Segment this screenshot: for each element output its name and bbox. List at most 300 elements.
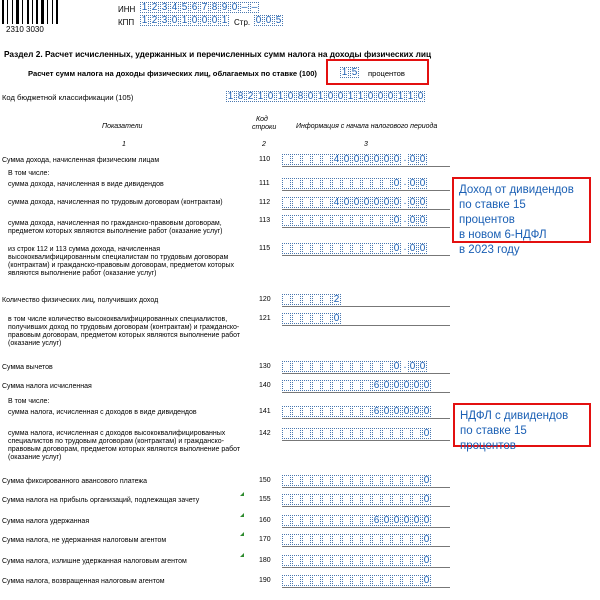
value-cell [322, 361, 331, 372]
decimal-cell: 0 [419, 243, 426, 254]
row-underline [282, 567, 450, 568]
value-cell [282, 215, 291, 226]
row-label: Сумма дохода, начисленная физическим лицам [2, 157, 160, 164]
row-underline [282, 190, 450, 191]
kbk-cell: 2 [247, 91, 254, 102]
value-cell: 0 [403, 380, 410, 391]
value-cell [322, 475, 331, 486]
value-cell [312, 243, 321, 254]
value-cell [332, 361, 341, 372]
value-cell: 4 [333, 197, 340, 208]
kpp-cell: 0 [211, 15, 218, 26]
barcode-bar [41, 0, 44, 24]
value-cell [282, 575, 291, 586]
value-cell [382, 178, 391, 189]
row-value-cells[interactable] [282, 494, 432, 505]
value-cell [362, 534, 371, 545]
barcode-bar [2, 0, 4, 24]
rate-label: Расчет сумм налога на доходы физических лиц, облагаемых по ставке (100) [28, 69, 317, 78]
kpp-cell: 1 [221, 15, 228, 26]
decimal-cell: 0 [409, 154, 416, 165]
value-cell [322, 313, 331, 324]
value-cell [312, 575, 321, 586]
value-cell [412, 475, 421, 486]
row-label: сумма дохода, начисленная по трудовым договорам (контрактам) [8, 199, 223, 206]
barcode-bar [12, 0, 13, 24]
value-cell: 0 [363, 197, 370, 208]
kpp-cell: 2 [151, 15, 158, 26]
value-cell: 0 [343, 154, 350, 165]
value-cell [332, 575, 341, 586]
value-cell [332, 215, 341, 226]
value-cell [352, 555, 361, 566]
value-cell [412, 428, 421, 439]
value-cell [382, 475, 391, 486]
row-code: 180 [259, 557, 271, 564]
row-code: 130 [259, 363, 271, 370]
value-cell [312, 406, 321, 417]
value-cell [412, 575, 421, 586]
value-cell [282, 243, 291, 254]
value-cell: 4 [333, 154, 340, 165]
value-cell [332, 555, 341, 566]
value-cell [392, 494, 401, 505]
kbk-cell: 0 [377, 91, 384, 102]
inn-label: ИНН [118, 5, 136, 14]
value-cell [302, 575, 311, 586]
kbk-cell: 8 [237, 91, 244, 102]
kbk-cell: 1 [257, 91, 264, 102]
value-cell: 0 [373, 197, 380, 208]
value-cell: 0 [383, 197, 390, 208]
kbk-cell: 0 [307, 91, 314, 102]
value-cell [282, 494, 291, 505]
value-cell [302, 555, 311, 566]
value-cell [342, 494, 351, 505]
decimal-cell: 0 [419, 197, 426, 208]
kbk-cell: 8 [297, 91, 304, 102]
kbk-cell: 1 [277, 91, 284, 102]
value-cell [322, 178, 331, 189]
kbk-cell: 0 [287, 91, 294, 102]
value-cell [392, 555, 401, 566]
note-dividends-tax [453, 403, 591, 452]
value-cell [362, 555, 371, 566]
row-value-cells[interactable] [282, 406, 432, 417]
col-info: Информация с начала налогового периода [296, 123, 438, 130]
value-cell [282, 515, 291, 526]
row-underline [282, 527, 450, 528]
col-num-1: 1 [122, 141, 126, 148]
value-cell [302, 294, 311, 305]
value-cell: 6 [373, 380, 380, 391]
value-cell: 0 [383, 380, 390, 391]
row-code: 141 [259, 408, 271, 415]
value-cell [312, 294, 321, 305]
inn-cell: 3 [161, 2, 168, 13]
corner-marker [240, 492, 244, 496]
value-cell [362, 178, 371, 189]
value-cell [342, 178, 351, 189]
inn-cell: 2 [151, 2, 158, 13]
value-cell: 0 [393, 154, 400, 165]
value-cell [282, 406, 291, 417]
decimal-cell: 0 [409, 197, 416, 208]
barcode-number: 2310 3030 [6, 25, 44, 34]
value-cell [372, 534, 381, 545]
row-label: Сумма вычетов [2, 364, 53, 371]
value-cell [342, 406, 351, 417]
row-value-cells[interactable] [282, 575, 432, 586]
value-cell [292, 197, 301, 208]
value-cell [362, 243, 371, 254]
value-cell: 2 [333, 294, 340, 305]
row-code: 121 [259, 315, 271, 322]
kbk-label: Код бюджетной классификации (105) [2, 93, 134, 102]
row-value-cells[interactable] [282, 380, 432, 391]
value-cell: 6 [373, 406, 380, 417]
decimal-cell: 0 [419, 178, 426, 189]
row-label: Сумма налога на прибыль организаций, подлежащая зачету [2, 497, 200, 504]
value-cell [392, 475, 401, 486]
kbk-cell: 0 [417, 91, 424, 102]
value-cell: 0 [413, 380, 420, 391]
value-cell [362, 575, 371, 586]
value-cell [372, 428, 381, 439]
row-label: в том числе количество высококвалифицированных специалистов, получивших доход по трудовым договорам (контрактам) и гражданско-правовым договорам, предметом которых являются выполнение работ (оказание услуг) [8, 316, 241, 347]
row-label: В том числе: [8, 398, 50, 405]
value-cell [372, 494, 381, 505]
value-cell [292, 154, 301, 165]
value-cell [322, 575, 331, 586]
value-cell [352, 575, 361, 586]
row-underline [282, 255, 450, 256]
value-cell [292, 215, 301, 226]
value-cell: 0 [343, 197, 350, 208]
value-cell: 0 [393, 197, 400, 208]
value-cell [282, 361, 291, 372]
value-cell [342, 575, 351, 586]
value-cell [342, 215, 351, 226]
value-cell [402, 428, 411, 439]
value-cell: 0 [363, 154, 370, 165]
value-cell [362, 215, 371, 226]
value-cell [312, 515, 321, 526]
value-cell [352, 178, 361, 189]
row-label: сумма налога, исчисленная с доходов высококвалифицированных специалистов по трудовым договорам (контрактам) и гражданско-правовым договорам, предметом которых являются выполнение работ (оказание услуг) [8, 430, 241, 461]
row-code: 155 [259, 496, 271, 503]
kbk-cells[interactable] [226, 91, 426, 102]
row-value-cells[interactable] [282, 197, 428, 208]
value-cell [322, 494, 331, 505]
value-cell [352, 475, 361, 486]
value-cell [282, 178, 291, 189]
value-cell [352, 428, 361, 439]
kbk-cell: 0 [327, 91, 334, 102]
value-cell [342, 243, 351, 254]
row-code: 140 [259, 382, 271, 389]
value-cell [342, 428, 351, 439]
decimal-point: . [403, 360, 407, 371]
value-cell [322, 515, 331, 526]
kbk-cell: 1 [347, 91, 354, 102]
row-code: 113 [259, 217, 271, 224]
kbk-cell: 1 [317, 91, 324, 102]
value-cell [342, 475, 351, 486]
value-cell [402, 534, 411, 545]
value-cell [332, 534, 341, 545]
row-code: 190 [259, 577, 271, 584]
row-label: Сумма налога, излишне удержанная налоговым агентом [2, 558, 187, 565]
value-cell [292, 243, 301, 254]
value-cell [302, 215, 311, 226]
page-cell: 0 [265, 15, 272, 26]
value-cell [322, 380, 331, 391]
value-cell: 0 [403, 406, 410, 417]
note-dividends-tax-text: НДФЛ с дивидендов по ставке 15 процентов [460, 410, 569, 452]
value-cell [302, 534, 311, 545]
kbk-cell: 1 [357, 91, 364, 102]
value-cell: 0 [423, 494, 430, 505]
value-cell [372, 575, 381, 586]
value-cell [292, 294, 301, 305]
decimal-cell: 0 [419, 215, 426, 226]
barcode-bar [7, 0, 8, 24]
inn-cell: 6 [191, 2, 198, 13]
row-underline [282, 440, 450, 441]
inn-cell: 7 [201, 2, 208, 13]
value-cell [372, 243, 381, 254]
value-cell [402, 555, 411, 566]
kbk-cell: 1 [397, 91, 404, 102]
kbk-cell: 0 [337, 91, 344, 102]
row-label: Сумма налога, не удержанная налоговым агентом [2, 537, 167, 544]
row-label: сумма дохода, начисленная по гражданско-правовым договорам, предметом которых являются выполнение работ (оказание услуг) [8, 220, 223, 235]
value-cell [412, 534, 421, 545]
value-cell [352, 215, 361, 226]
inn-cell: 1 [141, 2, 148, 13]
value-cell [392, 534, 401, 545]
value-cell [332, 243, 341, 254]
value-cell [282, 154, 291, 165]
value-cell: 0 [413, 515, 420, 526]
value-cell [322, 534, 331, 545]
value-cell [342, 380, 351, 391]
value-cell: 0 [373, 154, 380, 165]
section-title: Раздел 2. Расчет исчисленных, удержанных и перечисленных сумм налога на доходы физических лиц [4, 49, 432, 59]
value-cell [382, 494, 391, 505]
barcode-bar [22, 0, 23, 24]
row-code: 160 [259, 517, 271, 524]
row-value-cells[interactable] [282, 294, 342, 305]
row-label: Сумма фиксированного авансового платежа [2, 478, 148, 485]
inn-cell: – [251, 2, 258, 13]
row-underline [282, 546, 450, 547]
value-cell [312, 361, 321, 372]
row-code: 111 [259, 180, 270, 187]
page-cell: 0 [255, 15, 262, 26]
value-cell [342, 555, 351, 566]
value-cell [392, 428, 401, 439]
value-cell [362, 406, 371, 417]
value-cell [302, 243, 311, 254]
row-value-cells[interactable] [282, 243, 428, 254]
value-cell [362, 361, 371, 372]
kpp-cell: 1 [141, 15, 148, 26]
barcode-bar [36, 0, 38, 24]
value-cell [292, 534, 301, 545]
value-cell: 0 [423, 475, 430, 486]
value-cell [382, 555, 391, 566]
decimal-point: . [403, 153, 407, 164]
value-cell [282, 380, 291, 391]
value-cell [302, 361, 311, 372]
value-cell [322, 197, 331, 208]
kpp-cell: 0 [171, 15, 178, 26]
value-cell [322, 154, 331, 165]
value-cell [352, 515, 361, 526]
value-cell: 0 [393, 243, 400, 254]
value-cell: 0 [353, 197, 360, 208]
value-cell [292, 515, 301, 526]
value-cell [302, 154, 311, 165]
value-cell: 0 [393, 215, 400, 226]
inn-cell: 4 [171, 2, 178, 13]
value-cell [372, 475, 381, 486]
value-cell [302, 178, 311, 189]
value-cell: 0 [423, 428, 430, 439]
value-cell [282, 313, 291, 324]
value-cell [352, 494, 361, 505]
row-underline [282, 418, 450, 419]
inn-cell: 5 [181, 2, 188, 13]
value-cell [382, 534, 391, 545]
value-cell: 0 [423, 406, 430, 417]
value-cell [322, 555, 331, 566]
value-cell [332, 178, 341, 189]
corner-marker [240, 513, 244, 517]
value-cell [362, 494, 371, 505]
kpp-cell: 0 [201, 15, 208, 26]
row-value-cells[interactable] [282, 154, 428, 165]
row-value-cells[interactable] [282, 555, 432, 566]
row-code: 170 [259, 536, 271, 543]
barcode-bar [32, 0, 33, 24]
row-code: 110 [259, 156, 271, 163]
value-cell [382, 428, 391, 439]
value-cell: 0 [423, 515, 430, 526]
value-cell: 6 [373, 515, 380, 526]
row-code: 120 [259, 296, 271, 303]
row-value-cells[interactable] [282, 361, 428, 372]
value-cell [412, 555, 421, 566]
value-cell [292, 380, 301, 391]
row-value-cells[interactable] [282, 428, 432, 439]
value-cell [332, 515, 341, 526]
row-value-cells[interactable] [282, 534, 432, 545]
value-cell [382, 243, 391, 254]
kbk-cell: 0 [267, 91, 274, 102]
value-cell [312, 428, 321, 439]
value-cell [292, 555, 301, 566]
barcode-bar [16, 0, 19, 24]
row-underline [282, 209, 450, 210]
value-cell: 0 [423, 575, 430, 586]
value-cell: 0 [423, 380, 430, 391]
decimal-point: . [403, 242, 407, 253]
page-cells[interactable] [254, 15, 284, 26]
row-label: Количество физических лиц, получивших доход [2, 297, 159, 304]
col-num-3: 3 [364, 141, 368, 148]
page-cell: 5 [275, 15, 282, 26]
value-cell [342, 361, 351, 372]
value-cell: 0 [393, 515, 400, 526]
value-cell [312, 534, 321, 545]
value-cell [292, 575, 301, 586]
row-underline [282, 587, 450, 588]
value-cell: 0 [413, 406, 420, 417]
value-cell [352, 243, 361, 254]
decimal-cell: 0 [409, 361, 416, 372]
barcode-bar [56, 0, 58, 24]
value-cell: 0 [383, 515, 390, 526]
decimal-cell: 0 [409, 243, 416, 254]
decimal-cell: 0 [409, 215, 416, 226]
value-cell [372, 215, 381, 226]
barcode-bar [47, 0, 48, 24]
value-cell: 0 [393, 361, 400, 372]
value-cell [322, 406, 331, 417]
value-cell [302, 475, 311, 486]
value-cell [282, 475, 291, 486]
row-value-cells[interactable] [282, 215, 428, 226]
value-cell [302, 428, 311, 439]
decimal-cell: 0 [419, 154, 426, 165]
kpp-cell: 1 [181, 15, 188, 26]
value-cell [302, 313, 311, 324]
value-cell: 0 [353, 154, 360, 165]
value-cell [282, 428, 291, 439]
kpp-cells[interactable] [140, 15, 230, 26]
value-cell [302, 380, 311, 391]
value-cell [402, 575, 411, 586]
row-label: сумма дохода, начисленная в виде дивидендов [8, 181, 164, 188]
value-cell [292, 475, 301, 486]
row-value-cells[interactable] [282, 313, 342, 324]
row-value-cells[interactable] [282, 475, 432, 486]
row-code: 115 [259, 245, 271, 252]
value-cell [382, 215, 391, 226]
value-cell: 0 [423, 555, 430, 566]
row-code: 150 [259, 477, 271, 484]
value-cell [282, 534, 291, 545]
kpp-cell: 3 [161, 15, 168, 26]
value-cell [302, 494, 311, 505]
value-cell: 0 [383, 154, 390, 165]
inn-cells[interactable] [140, 2, 260, 13]
value-cell [372, 555, 381, 566]
value-cell [412, 494, 421, 505]
value-cell [302, 515, 311, 526]
value-cell [312, 154, 321, 165]
col-code-2: строки [252, 124, 277, 131]
corner-marker [240, 553, 244, 557]
row-underline [282, 306, 450, 307]
row-value-cells[interactable] [282, 515, 432, 526]
kbk-cell: 1 [227, 91, 234, 102]
decimal-point: . [403, 214, 407, 225]
row-value-cells[interactable] [282, 178, 428, 189]
